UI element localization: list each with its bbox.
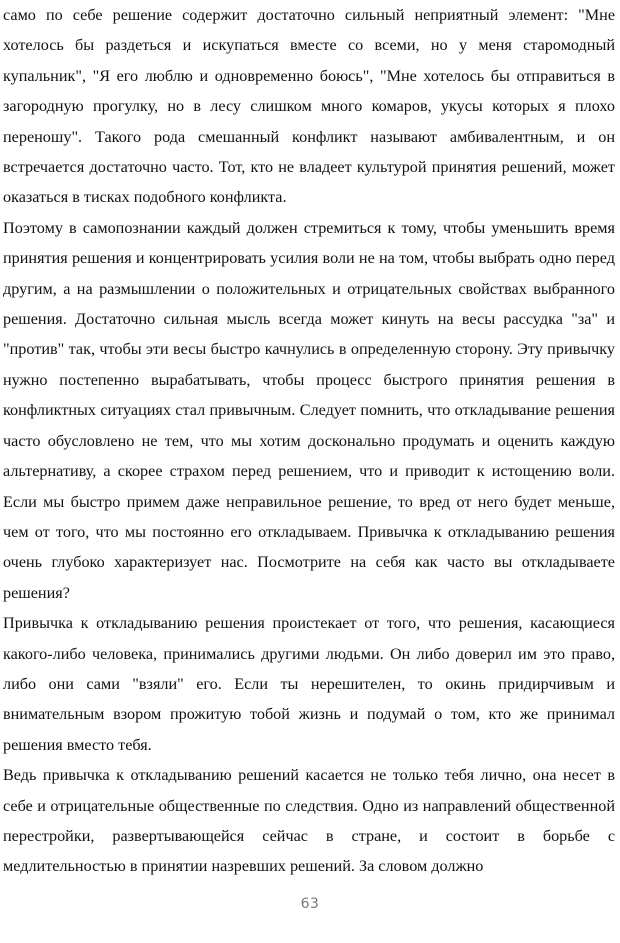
paragraph-1: само по себе решение содержит достаточно сильный неприятный элемент: "Мне хотелось бы раздеться и искупаться вместе со всеми, но у меня старомодный купальник", "Я его люблю и одновременно боюсь", "Мне хотелось бы отправиться в загородную прогулку, но в лесу слишком много комаров, укусы которых я плохо переношу". Такого рода смешанный конфликт называют амбивалентным, и он встречается достаточно часто. Тот, кто не владеет культурой принятия решений, может оказаться в тисках подобного конфликта. — [3, 6, 615, 207]
paragraph-2: Поэтому в самопознании каждый должен стремиться к тому, чтобы уменьшить время принятия решения и концентрировать усилия воли не на том, чтобы выбрать одно перед другим, а на размышлении о положительных и отрицательных свойствах выбранного решения. Достаточно сильная мысль всегда может кинуть на весы рассудка "за" и "против" так, чтобы эти весы быстро качнулись в определенную сторону. Эту привычку нужно постепенно вырабатывать, чтобы процесс быстрого принятия решения в конфликтных ситуациях стал привычным. Следует помнить, что откладывание решения часто обусловлено не тем, что мы хотим досконально продумать и оценить каждую альтернативу, а скорее страхом перед решением, что и приводит к истощению воли. Если мы быстро примем даже неправильное решение, то вред от него будет меньше, чем от того, что мы постоянно его откладываем. Привычка к откладыванию решения очень глубоко характеризует нас. Посмотрите на себя как часто вы откладываете решения? — [3, 218, 615, 602]
text-body — [3, 0, 615, 882]
paragraph-3: Привычка к откладыванию решения проистекает от того, что решения, касающиеся какого-либо человека, принимались другими людьми. Он либо доверил им это право, либо они сами "взяли" его. Если ты нерешителен, то окинь придирчивым и внимательным взором прожитую тобой жизнь и подумай о том, кто же принимал решения вместо тебя. — [3, 614, 615, 754]
paragraph-4: Ведь привычка к откладыванию решений касается не только тебя лично, она несет в себе и отрицательные общественные по следствия. Одно из направлений общественной перестройки, развертывающейся сейчас в стране, и состоит в борьбе с медлительностью в принятии назревших решений. За словом должно — [3, 766, 615, 876]
page-number: 63 — [300, 896, 320, 912]
